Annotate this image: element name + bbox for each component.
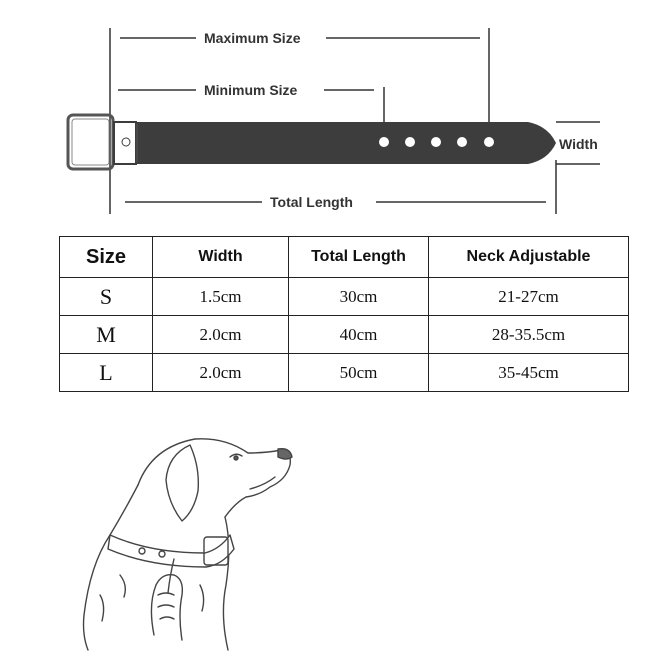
header-width: Width xyxy=(153,237,289,278)
width-cell: 2.0cm xyxy=(153,354,289,392)
width-cell: 1.5cm xyxy=(153,278,289,316)
size-cell: L xyxy=(60,354,153,392)
width-cell: 2.0cm xyxy=(153,316,289,354)
neck-adjustable-cell: 21-27cm xyxy=(429,278,629,316)
width-label: Width xyxy=(559,136,598,152)
total-length-cell: 40cm xyxy=(289,316,429,354)
size-chart-table xyxy=(59,236,629,392)
minimum-size-label: Minimum Size xyxy=(204,82,298,98)
neck-adjustable-cell: 35-45cm xyxy=(429,354,629,392)
dog-collar-illustration xyxy=(70,425,330,655)
strap-hole xyxy=(484,137,494,147)
header-total-length: Total Length xyxy=(289,237,429,278)
table-row xyxy=(60,316,629,354)
buckle-frame xyxy=(68,115,113,169)
strap-hole xyxy=(405,137,415,147)
table-row xyxy=(60,278,629,316)
total-length-cell: 50cm xyxy=(289,354,429,392)
neck-adjustable-cell: 28-35.5cm xyxy=(429,316,629,354)
size-cell: S xyxy=(60,278,153,316)
strap-hole xyxy=(431,137,441,147)
rivet xyxy=(122,138,130,146)
total-length-label: Total Length xyxy=(270,194,353,210)
size-cell: M xyxy=(60,316,153,354)
header-neck-adjustable: Neck Adjustable xyxy=(429,237,629,278)
table-row xyxy=(60,354,629,392)
collar-measurement-diagram xyxy=(0,0,671,225)
table-header-row xyxy=(60,237,629,278)
total-length-cell: 30cm xyxy=(289,278,429,316)
buckle-inner xyxy=(72,119,109,165)
strap-hole xyxy=(379,137,389,147)
header-size: Size xyxy=(60,237,153,278)
maximum-size-label: Maximum Size xyxy=(204,30,301,46)
strap-hole xyxy=(457,137,467,147)
